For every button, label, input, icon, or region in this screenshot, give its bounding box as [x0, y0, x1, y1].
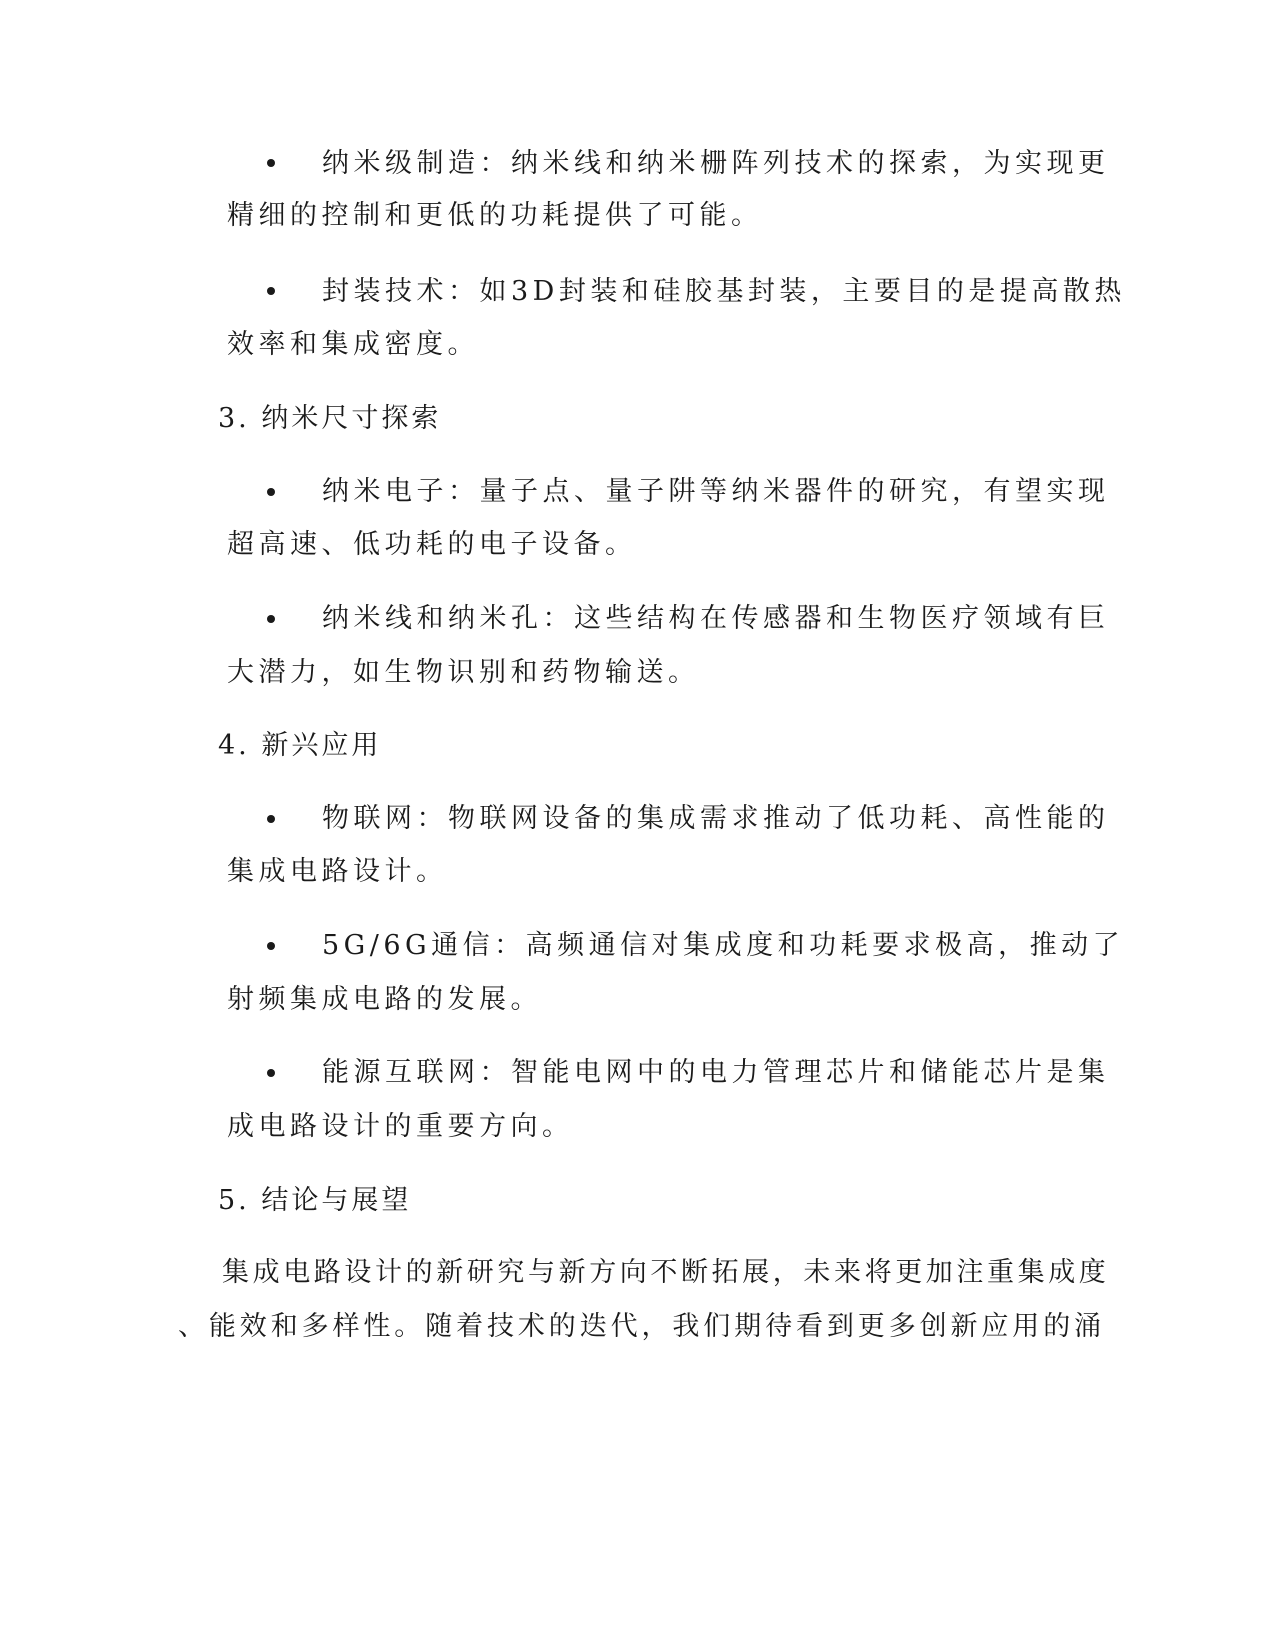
bullet-marker [267, 287, 275, 295]
bullet-1-line-1: 纳米级制造：纳米线和纳米栅阵列技术的探索，为实现更 [322, 148, 1110, 179]
bullet-7-line-2: 成电路设计的重要方向。 [227, 1111, 574, 1142]
bullet-1-line-2: 精细的控制和更低的功耗提供了可能。 [227, 200, 763, 231]
bullet-6-line-1: 5G/6G通信：高频通信对集成度和功耗要求极高，推动了 [322, 930, 1125, 961]
bullet-5-line-1: 物联网：物联网设备的集成需求推动了低功耗、高性能的 [322, 803, 1110, 834]
bullet-marker [267, 159, 275, 167]
conclusion-line-2: 、能效和多样性。随着技术的迭代，我们期待看到更多创新应用的涌 [178, 1311, 1105, 1342]
bullet-marker [267, 615, 275, 623]
bullet-3-line-1: 纳米电子：量子点、量子阱等纳米器件的研究，有望实现 [322, 476, 1110, 507]
bullet-5-line-2: 集成电路设计。 [227, 856, 448, 887]
bullet-marker [267, 1069, 275, 1077]
bullet-2-line-2: 效率和集成密度。 [227, 329, 479, 360]
bullet-6-line-2: 射频集成电路的发展。 [227, 984, 542, 1015]
bullet-3-line-2: 超高速、低功耗的电子设备。 [227, 529, 637, 560]
section-heading-3: 3. 纳米尺寸探索 [218, 403, 442, 434]
bullet-4-line-1: 纳米线和纳米孔：这些结构在传感器和生物医疗领域有巨 [322, 603, 1110, 634]
section-heading-5: 5. 结论与展望 [218, 1185, 412, 1216]
bullet-4-line-2: 大潜力，如生物识别和药物输送。 [227, 657, 700, 688]
bullet-marker [267, 815, 275, 823]
bullet-marker [267, 942, 275, 950]
section-heading-4: 4. 新兴应用 [218, 730, 382, 761]
conclusion-line-1: 集成电路设计的新研究与新方向不断拓展，未来将更加注重集成度 [222, 1257, 1110, 1288]
bullet-marker [267, 488, 275, 496]
bullet-2-line-1: 封装技术：如3D封装和硅胶基封装，主要目的是提高散热 [322, 276, 1126, 307]
bullet-7-line-1: 能源互联网：智能电网中的电力管理芯片和储能芯片是集 [322, 1057, 1110, 1088]
